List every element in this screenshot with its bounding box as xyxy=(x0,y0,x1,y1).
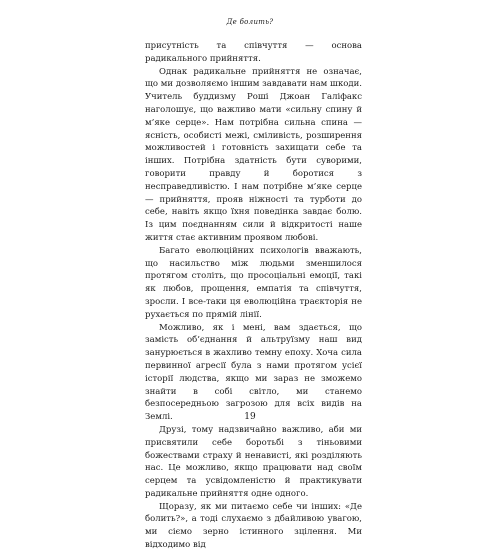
paragraph: Однак радикальне прийняття не означає, що ми дозволяємо іншим завдавати нам шкоди. Учитель буддизму Роші Джоан Галіфакс наголошує, що важливо мати «сильну спину й м’яке серце». Нам потрібна сильна спина — ясність, особисті межі, сміливість, розширення можливостей і готовність захищати себе та інших. Потрібна здатність бути суворими, говорити правду й боротися з несправедливістю. І нам потрібне м’яке серце — прийняття, прояв ніжності та турботи до себе, навіть якщо їхня поведінка завдає болю. Із цим поєднанням сили й відкритості наше життя стає активним проявом любові. xyxy=(145,66,362,243)
body-text xyxy=(145,40,362,552)
running-head: Де болить? xyxy=(226,18,274,26)
paragraph: Можливо, як і мені, вам здається, що замість об’єднання й альтруїзму наш вид занурюється в жахливо темну епоху. Хоча сила первинної агресії була з нами протягом усієї історії людства, якщо ми зараз не зможемо знайти в собі світло, ми станемо безпосередньою загрозою для всіх видів на Землі. xyxy=(145,322,362,423)
page-number: 19 xyxy=(244,412,256,422)
paragraph-continuation: присутність та співчуття — основа радикального прийняття. xyxy=(145,41,362,64)
paragraph: Багато еволюційних психологів вважають, що насильство між людьми зменшилося протягом століть, що просоціальні емоції, такі як любов, прощення, емпатія та співчуття, зросли. І все-таки ця еволюційна траєкторія не рухається по прямій лінії. xyxy=(145,245,362,320)
paragraph: Щоразу, як ми питаємо себе чи інших: «Де болить?», а тоді слухаємо з дбайливою увагою, ми сіємо зерно істинного зцілення. Ми відходимо від xyxy=(145,501,362,551)
paragraph: Друзі, тому надзвичайно важливо, аби ми присвятили себе боротьбі з тіньовими божествами страху й ненависті, які розділяють нас. Це можливо, якщо працювати над своїм серцем та усвідомленістю й практикувати радикальне прийняття одне одного. xyxy=(145,424,362,499)
